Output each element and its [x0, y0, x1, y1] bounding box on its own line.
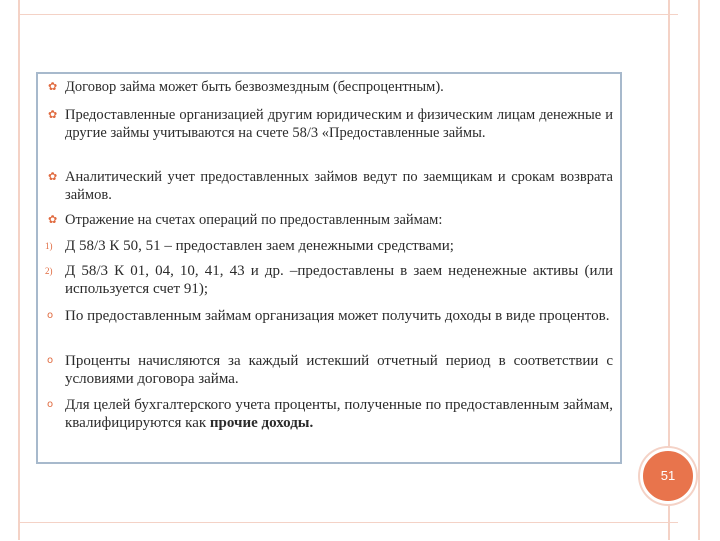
flower-bullet-icon: ✿ — [48, 213, 58, 226]
list-item-text: Предоставленные организацией другим юридическим и физическим лицам денежные и другие займы учитываются на счете 58/3 «Предоставленные займы. — [65, 107, 613, 141]
list-item-text: Д 58/3 К 01, 04, 10, 41, 43 и др. –предоставлены в заем неденежные активы (или используется счет 91); — [65, 263, 613, 297]
flower-bullet-icon: ✿ — [48, 108, 58, 121]
flower-bullet-icon: ✿ — [48, 170, 58, 183]
right-frame-stripe-outer — [698, 0, 720, 540]
list-item-text: По предоставленным займам организация может получить доходы в виде процентов. — [65, 308, 610, 324]
circle-bullet-icon: o — [47, 355, 54, 366]
list-item-text: Договор займа может быть безвозмездным (беспроцентным). — [65, 79, 444, 95]
left-frame-stripe — [0, 0, 20, 540]
circle-bullet-icon: o — [47, 399, 54, 410]
circle-bullet-icon: o — [47, 310, 54, 321]
list-item-text — [65, 396, 613, 432]
page-number-badge: 51 — [640, 448, 696, 504]
bottom-frame-line — [18, 522, 678, 541]
list-item-text-plain: Для целей бухгалтерского учета проценты, полученные по предоставленным займам, квалифицируются как — [65, 397, 613, 431]
list-item-text: Отражение на счетах операций по предоставленным займам: — [65, 212, 443, 228]
list-number: 2) — [45, 266, 53, 276]
list-item-text: Проценты начисляются за каждый истекший отчетный период в соответствии с условиями договора займа. — [65, 353, 613, 387]
flower-bullet-icon: ✿ — [48, 80, 58, 93]
list-item-text: Аналитический учет предоставленных займов ведут по заемщикам и срокам возврата займов. — [65, 169, 613, 203]
list-item-text: Д 58/3 К 50, 51 – предоставлен заем денежными средствами; — [65, 238, 454, 254]
top-frame-line — [18, 0, 678, 15]
list-item-text-bold: прочие доходы. — [209, 415, 314, 431]
list-number: 1) — [45, 241, 53, 251]
